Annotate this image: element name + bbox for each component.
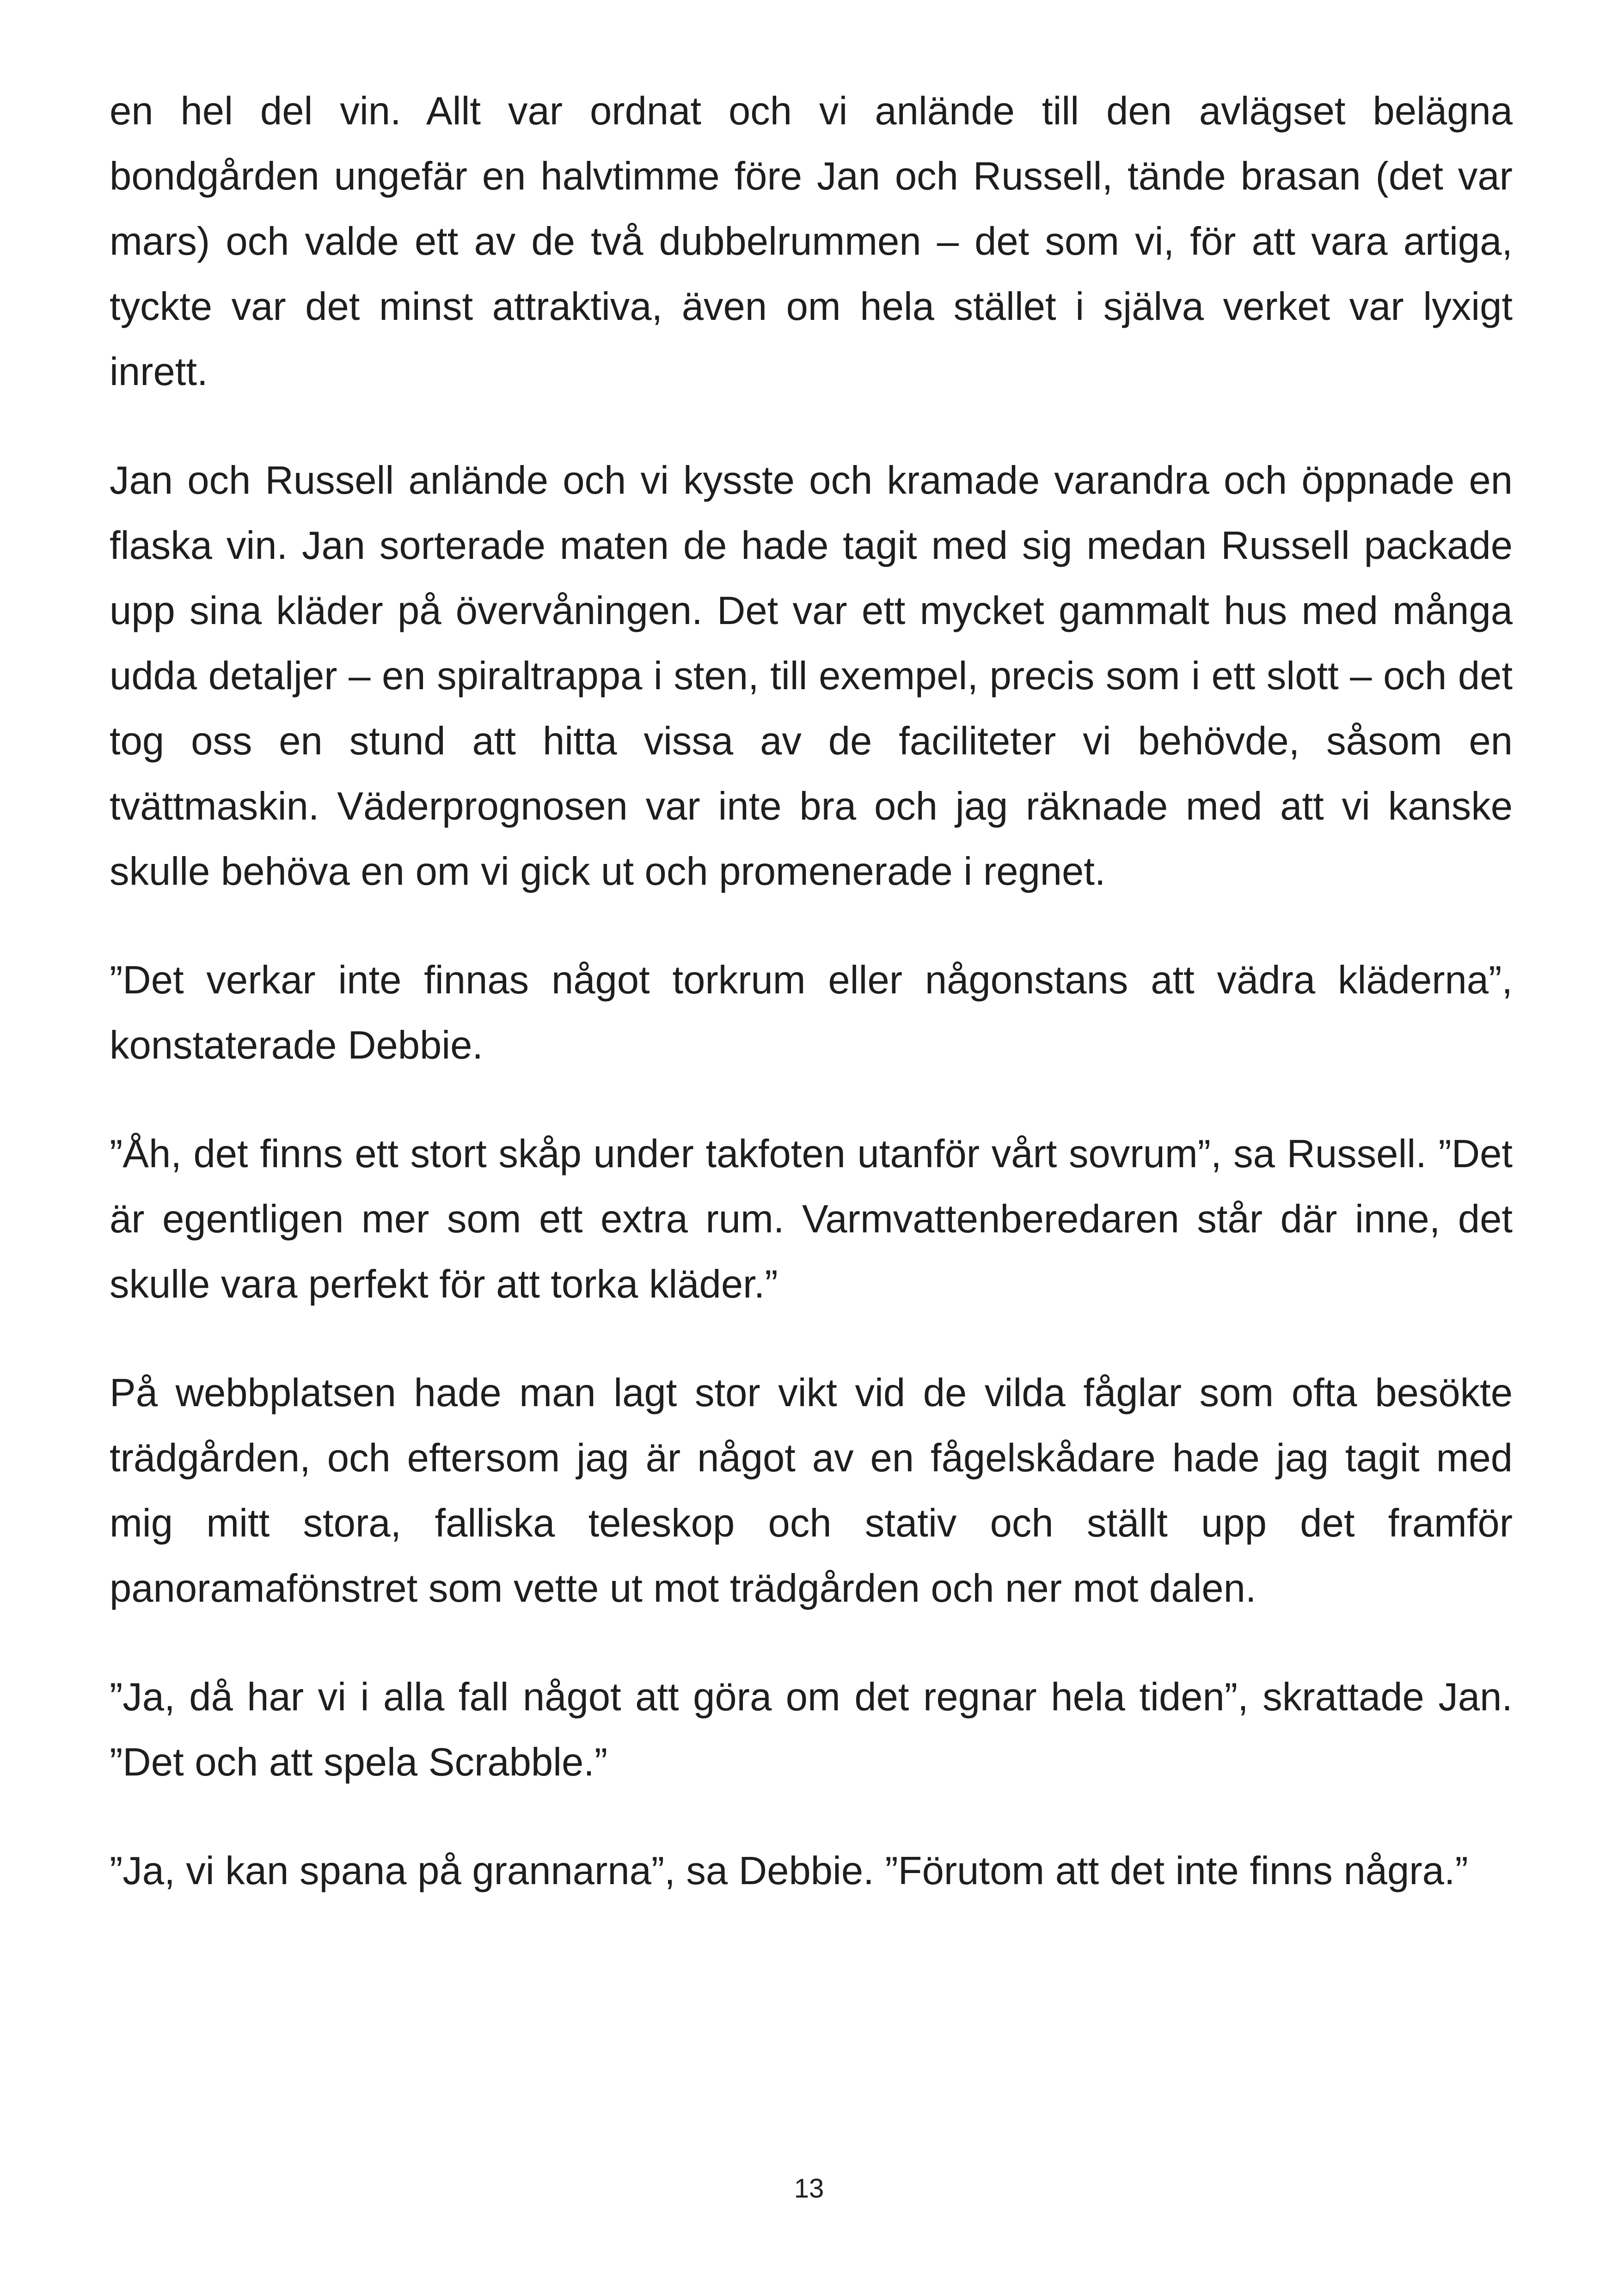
- paragraph: Jan och Russell anlände och vi kysste och kramade varandra och öppnade en flaska vin. Jan sorterade maten de hade tagit med sig medan Russell packade upp sina kläder på övervåningen. Det var ett mycket gammalt hus med många udda detaljer – en spiraltrappa i sten, till exempel, precis som i ett slott – och det tog oss en stund att hitta vissa av de faciliteter vi behövde, såsom en tvättmaskin. Väderprognosen var inte bra och jag räknade med att vi kanske skulle behöva en om vi gick ut och promenerade i regnet.: [110, 459, 1513, 894]
- paragraph: ”Åh, det finns ett stort skåp under takfoten utanför vårt sovrum”, sa Russell. ”Det är egentligen mer som ett extra rum. Varmvattenberedaren står där inne, det skulle vara perfekt för att torka kläder.”: [110, 1132, 1513, 1306]
- paragraph: ”Det verkar inte finnas något torkrum eller någonstans att vädra kläderna”, konstaterade Debbie.: [110, 958, 1513, 1067]
- paragraph: ”Ja, vi kan spana på grannarna”, sa Debbie. ”Förutom att det inte finns några.”: [110, 1849, 1468, 1893]
- paragraph: På webbplatsen hade man lagt stor vikt vid de vilda fåglar som ofta besökte trädgården, och eftersom jag är något av en fågelskådare hade jag tagit med mig mitt stora, falliska teleskop och stativ och ställt upp det framför panoramafönstret som vette ut mot trädgården och ner mot dalen.: [110, 1371, 1513, 1610]
- paragraph: en hel del vin. Allt var ordnat och vi anlände till den avlägset belägna bondgården ungefär en halvtimme före Jan och Russell, tände brasan (det var mars) och valde ett av de två dubbelrummen – det som vi, för att vara artiga, tyckte var det minst attraktiva, även om hela stället i själva verket var lyxigt inrett.: [110, 89, 1513, 394]
- body-text: [110, 79, 1513, 1947]
- paragraph: ”Ja, då har vi i alla fall något att göra om det regnar hela tiden”, skrattade Jan. ”Det och att spela Scrabble.”: [110, 1675, 1513, 1784]
- page-number: 13: [794, 2174, 824, 2204]
